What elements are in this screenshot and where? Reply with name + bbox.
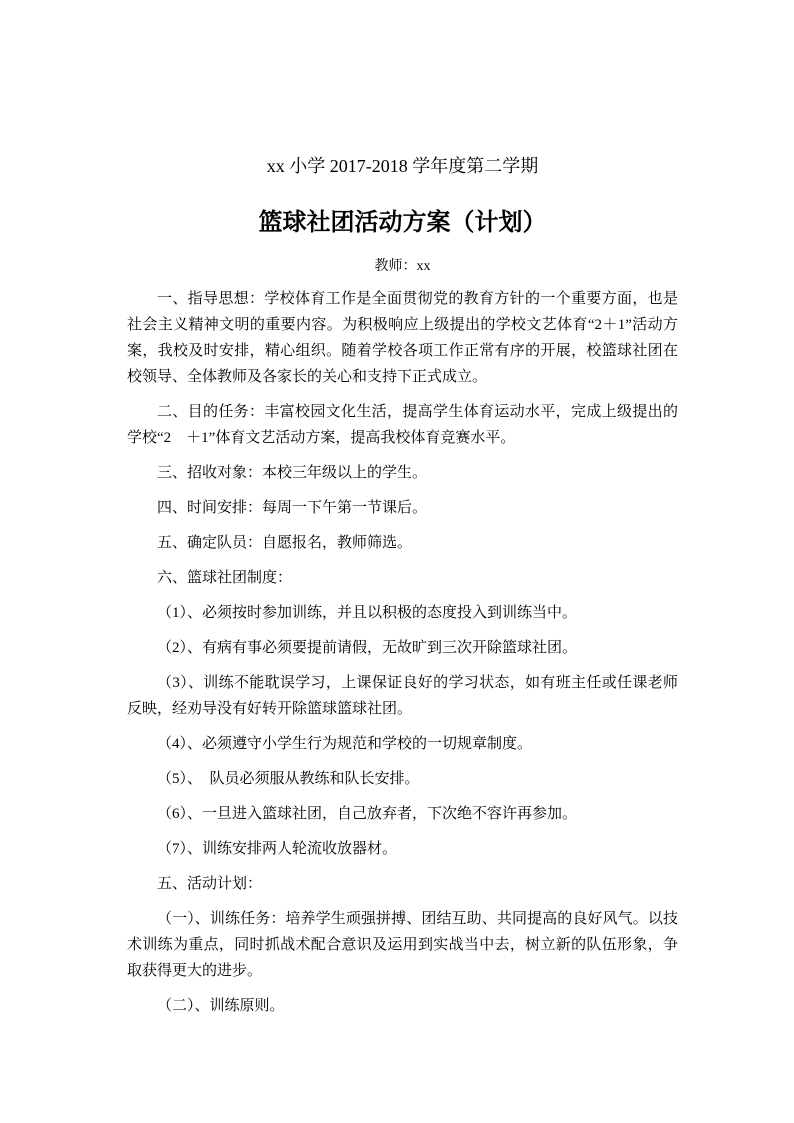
- document-body: [127, 286, 678, 1019]
- para-club-rules-heading: 六、篮球社团制度：: [157, 570, 293, 586]
- para-training-principle: （二）、训练原则。: [157, 998, 285, 1014]
- para-activity-plan-heading: 五、活动计划：: [157, 876, 263, 892]
- para-rule-1: （1）、必须按时参加训练，并且以积极的态度投入到训练当中。: [157, 605, 578, 621]
- para-training-task: （一）、训练任务：培养学生顽强拼搏、团结互助、共同提高的良好风气。以技术训练为重点，同时抓战术配合意识及运用到实战当中去，树立新的队伍形象，争取获得更大的进步。: [127, 911, 678, 979]
- para-rule-3: （3）、训练不能耽误学习，上课保证良好的学习状态，如有班主任或任课老师反映，经劝导没有好转开除篮球篮球社团。: [127, 675, 678, 717]
- document-title: 篮球社团活动方案（计划）: [258, 210, 547, 236]
- para-recruitment-target: 三、招收对象：本校三年级以上的学生。: [157, 465, 428, 481]
- para-purpose-task: 二、目的任务：丰富校园文化生活，提高学生体育运动水平，完成上级提出的学校“2 ＋1”体育文艺活动方案，提高我校体育竞赛水平。: [127, 404, 678, 446]
- para-rule-7: （7）、训练安排两人轮流收放器材。: [157, 841, 398, 857]
- para-rule-4: （4）、必须遵守小学生行为规范和学校的一切规章制度。: [157, 736, 533, 752]
- para-rule-6: （6）、一旦进入篮球社团，自己放弃者，下次绝不容许再参加。: [157, 806, 578, 822]
- document-header: [127, 153, 678, 280]
- para-rule-5: （5）、 队员必须服从教练和队长安排。: [157, 771, 420, 787]
- school-term-line: xx 小学 2017-2018 学年度第二学期: [266, 156, 539, 176]
- para-team-selection: 五、确定队员：自愿报名，教师筛选。: [157, 535, 413, 551]
- para-time-schedule: 四、时间安排：每周一下午第一节课后。: [157, 500, 428, 516]
- para-rule-2: （2）、有病有事必须要提前请假，无故旷到三次开除篮球社团。: [157, 640, 578, 656]
- para-guiding-ideology: 一、指导思想：学校体育工作是全面贯彻党的教育方针的一个重要方面，也是社会主义精神文明的重要内容。为积极响应上级提出的学校文艺体育“2＋1”活动方案，我校及时安排，精心组织。随着学校各项工作正常有序的开展，校篮球社团在校领导、全体教师及各家长的关心和支持下正式成立。: [127, 291, 678, 385]
- teacher-line: 教师：xx: [374, 259, 431, 274]
